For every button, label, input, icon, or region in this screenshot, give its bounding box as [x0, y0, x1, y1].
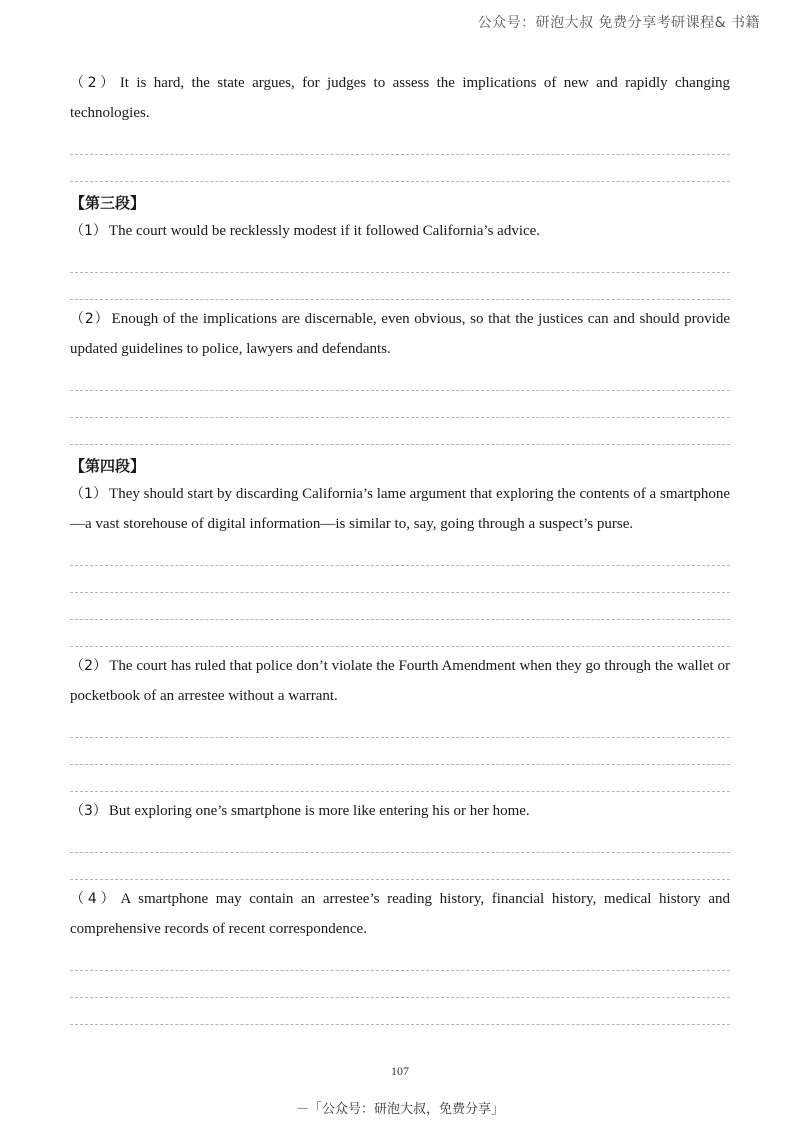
writing-line — [70, 711, 730, 738]
writing-line — [70, 155, 730, 182]
writing-line — [70, 620, 730, 647]
writing-line — [70, 128, 730, 155]
paragraph-text: But exploring one’s smartphone is more like entering his or her home. — [108, 803, 530, 819]
writing-line — [70, 246, 730, 273]
paragraph-number: （2） — [70, 311, 110, 327]
paragraph-number: （2） — [70, 658, 108, 674]
paragraph-number: （1） — [70, 223, 107, 239]
writing-lines — [70, 246, 730, 300]
writing-line — [70, 738, 730, 765]
writing-lines — [70, 944, 730, 1025]
writing-line — [70, 418, 730, 445]
writing-lines — [70, 539, 730, 647]
paragraph-text: The court has ruled that police don’t violate the Fourth Amendment when they go through the wallet or pocketbook of an arrestee without a warrant. — [70, 658, 730, 704]
paragraph-3-2 — [70, 304, 730, 364]
writing-line — [70, 826, 730, 853]
paragraph-text: The court would be recklessly modest if it followed California’s advice. — [108, 223, 541, 239]
footer-note: －「公众号：研泡大叔，免费分享」 — [295, 1102, 504, 1117]
page-number: 107 — [391, 1064, 409, 1078]
paragraph-3-1 — [70, 216, 730, 246]
writing-lines — [70, 364, 730, 445]
writing-line — [70, 539, 730, 566]
paragraph-text: They should start by discarding California’s lame argument that exploring the contents of a smartphone—a vast storehouse of digital information—is similar to, say, going through a suspect’s purse. — [70, 486, 730, 532]
writing-line — [70, 765, 730, 792]
section-heading-4: 【第四段】 — [70, 457, 146, 475]
writing-lines — [70, 128, 730, 182]
paragraph-2-2 — [70, 68, 730, 128]
section-heading-3: 【第三段】 — [70, 194, 146, 212]
writing-line — [70, 391, 730, 418]
paragraph-text: It is hard, the state argues, for judges to assess the implications of new and rapidly changing technologies. — [70, 75, 730, 121]
paragraph-number: （3） — [70, 803, 107, 819]
writing-line — [70, 853, 730, 880]
writing-lines — [70, 826, 730, 880]
writing-line — [70, 971, 730, 998]
paragraph-4-2 — [70, 651, 730, 711]
paragraph-4-4 — [70, 884, 730, 944]
writing-line — [70, 944, 730, 971]
writing-line — [70, 566, 730, 593]
paragraph-4-3 — [70, 796, 730, 826]
writing-lines — [70, 711, 730, 792]
paragraph-number: （4） — [70, 891, 119, 907]
page-content — [70, 68, 730, 1025]
paragraph-text: Enough of the implications are discernable, even obvious, so that the justices can and should provide updated guidelines to police, lawyers and defendants. — [70, 311, 730, 357]
paragraph-4-1 — [70, 479, 730, 539]
paragraph-text: A smartphone may contain an arrestee’s reading history, financial history, medical history and comprehensive records of recent correspondence. — [70, 891, 730, 937]
writing-line — [70, 998, 730, 1025]
paragraph-number: （2） — [70, 75, 118, 91]
writing-line — [70, 593, 730, 620]
header-watermark: 公众号：研泡大叔 免费分享考研课程& 书籍 — [477, 15, 760, 31]
paragraph-number: （1） — [70, 486, 108, 502]
writing-line — [70, 273, 730, 300]
writing-line — [70, 364, 730, 391]
